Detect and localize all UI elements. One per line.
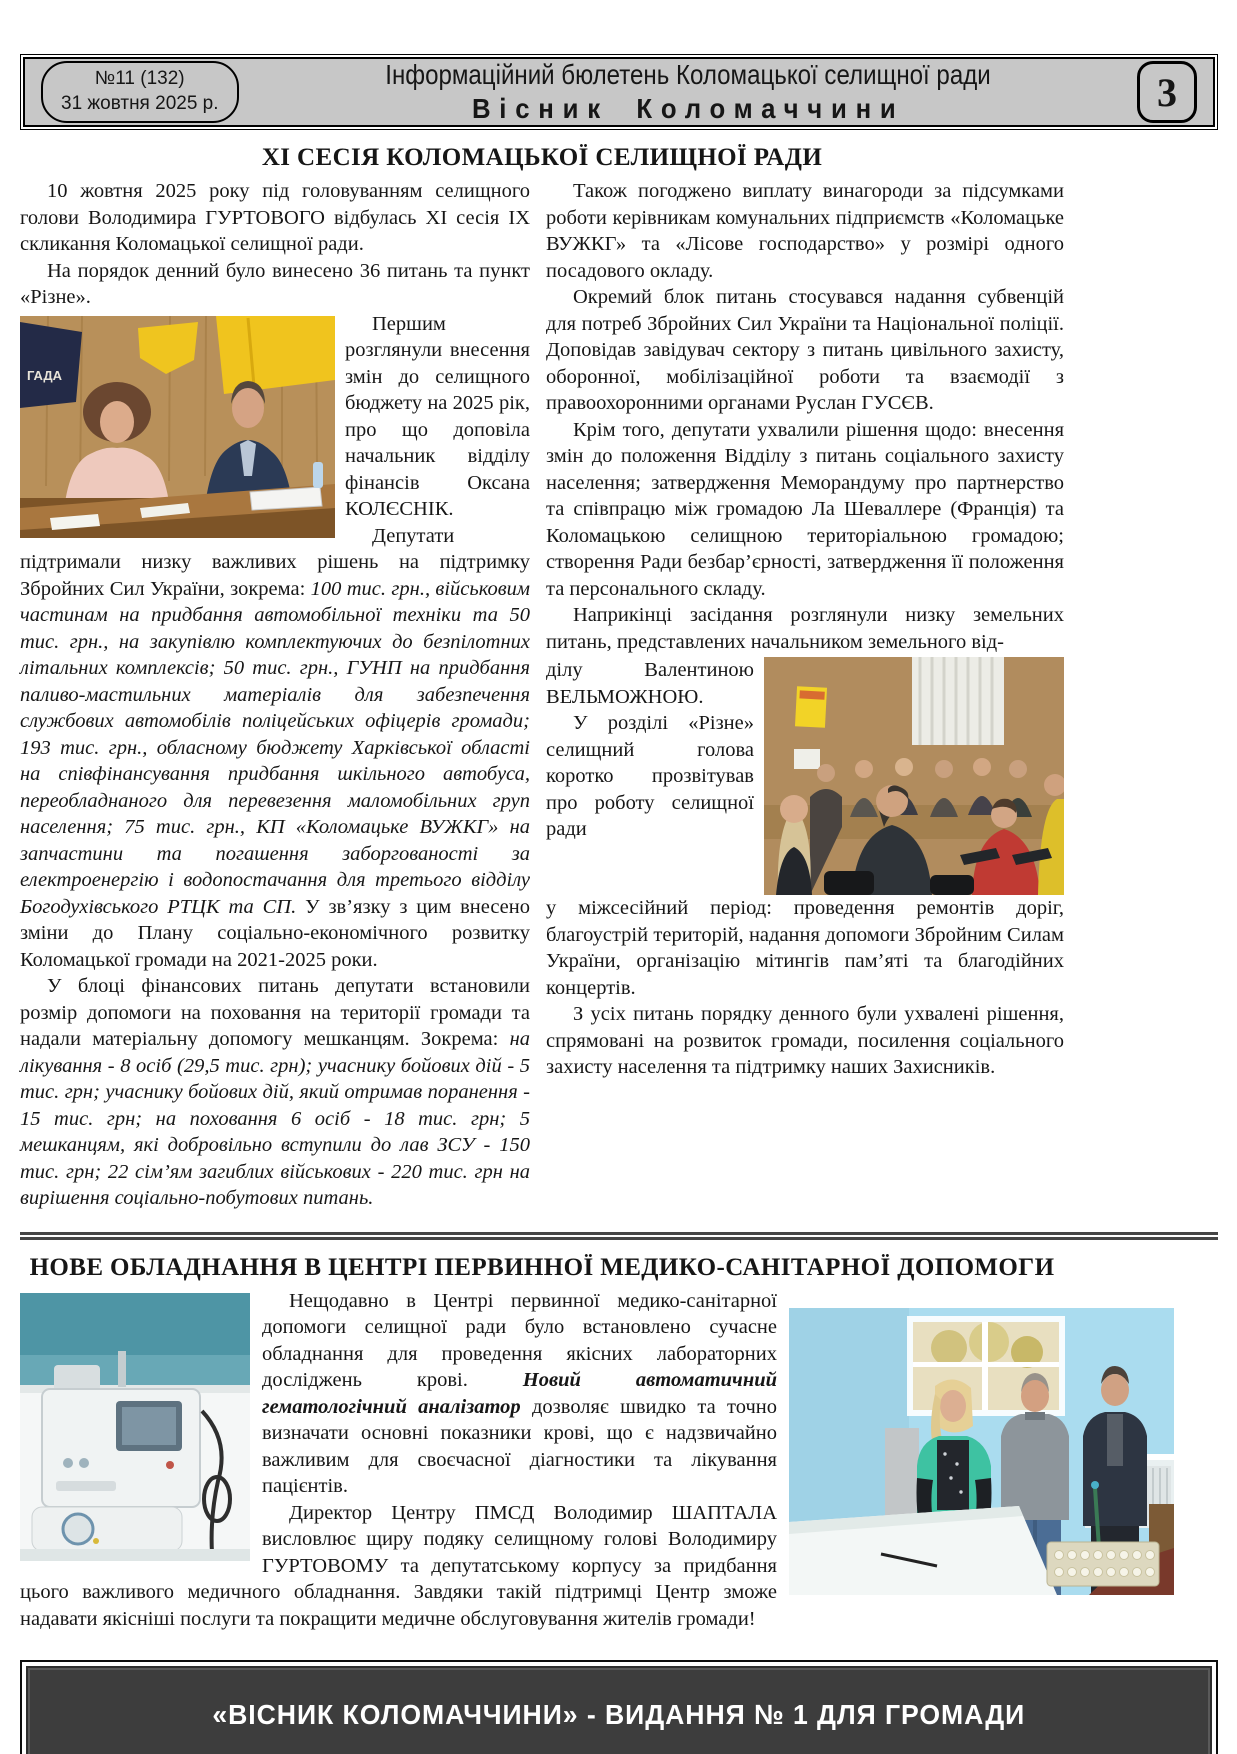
issue-date: 31 жовтня 2025 р. [61, 93, 219, 114]
text-run-bold-italic: Новий автоматичний гематологічний аналізатор [262, 1369, 778, 1418]
paragraph: Першим розглянули внесення змін до селищного бюджету на 2025 рік, про що доповіла начальник відділу фінансів Оксана КОЛЄСНІК. [345, 312, 530, 520]
photo-session-audience [764, 657, 1064, 895]
bulletin-subtitle: Інформаційний бюлетень Коломацької селищної ради [385, 58, 991, 90]
article-equipment [20, 1254, 1064, 1633]
text-run-italic: на лікування - 8 осіб (29,5 тис. грн); учаснику бойових дій - 5 тис. грн; учаснику бойових дій, який отримав поранення - 15 тис. грн; на поховання 6 осіб - 18 тис. грн; 5 мешканцям, які добровільно вступили до лав ЗСУ - 150 тис. грн; 22 сім’ям загиблих військових - 220 тис. грн на вирішення соціально-побутових питань. [20, 1028, 530, 1209]
paragraph: Крім того, депутати ухвалили рішення щодо: внесення змін до положення Відділу з питань соціального захисту населення; затвердження Меморандуму про партнерство та співпрацю між громадою Ла Шеваллере (Франція) та Коломацькою селищною територіальною громадою; створення Ради безбар’єрності, затвердження її положення та персонального складу. [546, 418, 1064, 600]
flag-text: ГАДА [27, 367, 63, 383]
paragraph [20, 523, 530, 974]
text-run: У зв’язку з цим внесено зміни до Плану соціально-економічного розвитку Коломацької громади на 2021-2025 роки. [20, 895, 530, 971]
masthead-inner [23, 57, 1215, 127]
paragraph: у міжсесійний період: проведення ремонтів доріг, благоустрій територій, надання допомоги Збройним Силам України, організацію мітингів пам’яті та благодійних концертів. [546, 897, 1064, 999]
article-session-col-left [20, 178, 530, 1212]
text-run-italic: 100 тис. грн., військовим частинам на придбання автомобільної техніки та 50 тис. грн., на закупівлю комплектуючих до безпілотних літальних комплексів; 50 тис. грн., ГУНП на придбання паливо-мастильних матеріалів для забезпечення службових автомобілів поліцейських офіцерів громади; 193 тис. грн., обласному бюджету Харківської області на співфінансування придбання шкільного автобуса, переобладнаного для перевезення маломобільних груп населення; 75 тис. грн., КП «Коломацьке ВУЖКГ» на запчастини та погашення заборгованості за електроенергію і водопостачання для третього відділу Богодухівського РТЦК та СП. [20, 577, 530, 918]
issue-number: №11 (132) [94, 68, 185, 90]
masthead [253, 60, 1123, 125]
masthead-box [20, 54, 1218, 130]
paragraph: З усіх питань порядку денного були ухвалені рішення, спрямовані на розвиток громади, посилення соціального захисту населення та підтримку наших Захисників. [546, 1003, 1064, 1078]
paragraph: Наприкінці засідання розглянули низку земельних питань, представлених начальником земельного від- [546, 604, 1064, 653]
text-run: У блоці фінансових питань депутати встановили розмір допомоги на поховання на території громади та надали матеріальну допомогу мешканцям. Зокрема: [20, 975, 530, 1050]
footer-banner-text: «ВІСНИК КОЛОМАЧЧИНИ» - ВИДАННЯ № 1 ДЛЯ ГРОМАДИ [212, 1699, 1026, 1730]
section-divider [20, 1232, 1218, 1240]
photo-hematology-analyzer [20, 1293, 250, 1561]
unit-flag [20, 322, 82, 408]
footer-banner-box [20, 1660, 1218, 1754]
wrap-text-column [546, 657, 754, 895]
paragraph: У розділі «Різне» селищний голова коротко прозвітував про роботу селищної ради [546, 712, 754, 840]
article-session [20, 144, 1064, 1212]
paragraph: На порядок денний було винесено 36 питань та пункт «Різне». [20, 259, 530, 308]
page-number-badge [1137, 61, 1197, 123]
paragraph: 10 жовтня 2025 року під головуванням селищного голови Володимира ГУРТОВОГО відбулась ХІ сесія ІХ скликання Коломацької селищної ради. [20, 180, 530, 255]
text-run: Депутати підтримали низку важливих рішень на підтримку Збройних Сил України, зокрема: [20, 524, 530, 600]
paragraph [20, 973, 530, 1212]
text-run: дозволяє швидко та точно визначати основні показники крові, що є надзвичайно важливим для своєчасної діагностики та лікування пацієнтів. [262, 1395, 777, 1497]
article-session-col-right [546, 178, 1064, 1212]
photo-pmsd-staff [789, 1308, 1174, 1595]
photo-session-presidium [20, 316, 335, 538]
paragraph: Директор Центру ПМСД Володимир ШАПТАЛА висловлює щиру подяку селищному голові Володимиру ГУРТОВОМУ та депутатському корпусу за придбання цього важливого медичного обладнання. Завдяки такій підтримці Центр зможе надавати якісніші послуги та покращити медичне обслуговування жителів громади! [20, 1501, 777, 1630]
article-session-title: ХІ СЕСІЯ КОЛОМАЦЬКОЇ СЕЛИЩНОЇ РАДИ [261, 144, 823, 171]
issue-badge [41, 61, 239, 122]
page-number: 3 [1157, 69, 1177, 115]
paragraph: ділу Валентиною ВЕЛЬМОЖНОЮ. [546, 659, 754, 708]
text-run: Нещодавно в Центрі первинної медико-санітарної допомоги селищної ради було встановлено сучасне обладнання для проведення якісних лабораторних досліджень крові. [262, 1289, 777, 1391]
article-session-columns [20, 178, 1064, 1212]
footer-banner [26, 1666, 1212, 1754]
wrap-row [546, 657, 1064, 895]
paragraph: Окремий блок питань стосувався надання субвенцій для потреб Збройних Сил України та Національної поліції. Доповідав завідувач сектору з питань цивільного захисту, оборонної, мобілізаційної роботи та взаємодії з правоохоронними органами Руслан ГУСЄВ. [546, 286, 1064, 414]
paragraph: Також погоджено виплату винагороди за підсумками роботи керівникам комунальних підприємств «Коломацьке ВУЖКГ» та «Лісове господарство» у розмірі одного посадового окладу. [546, 180, 1064, 282]
bulletin-title: Вісник Коломаччини [471, 92, 905, 124]
article-equipment-title: НОВЕ ОБЛАДНАННЯ В ЦЕНТРІ ПЕРВИННОЇ МЕДИКО-САНІТАРНОЇ ДОПОМОГИ [29, 1253, 1055, 1281]
